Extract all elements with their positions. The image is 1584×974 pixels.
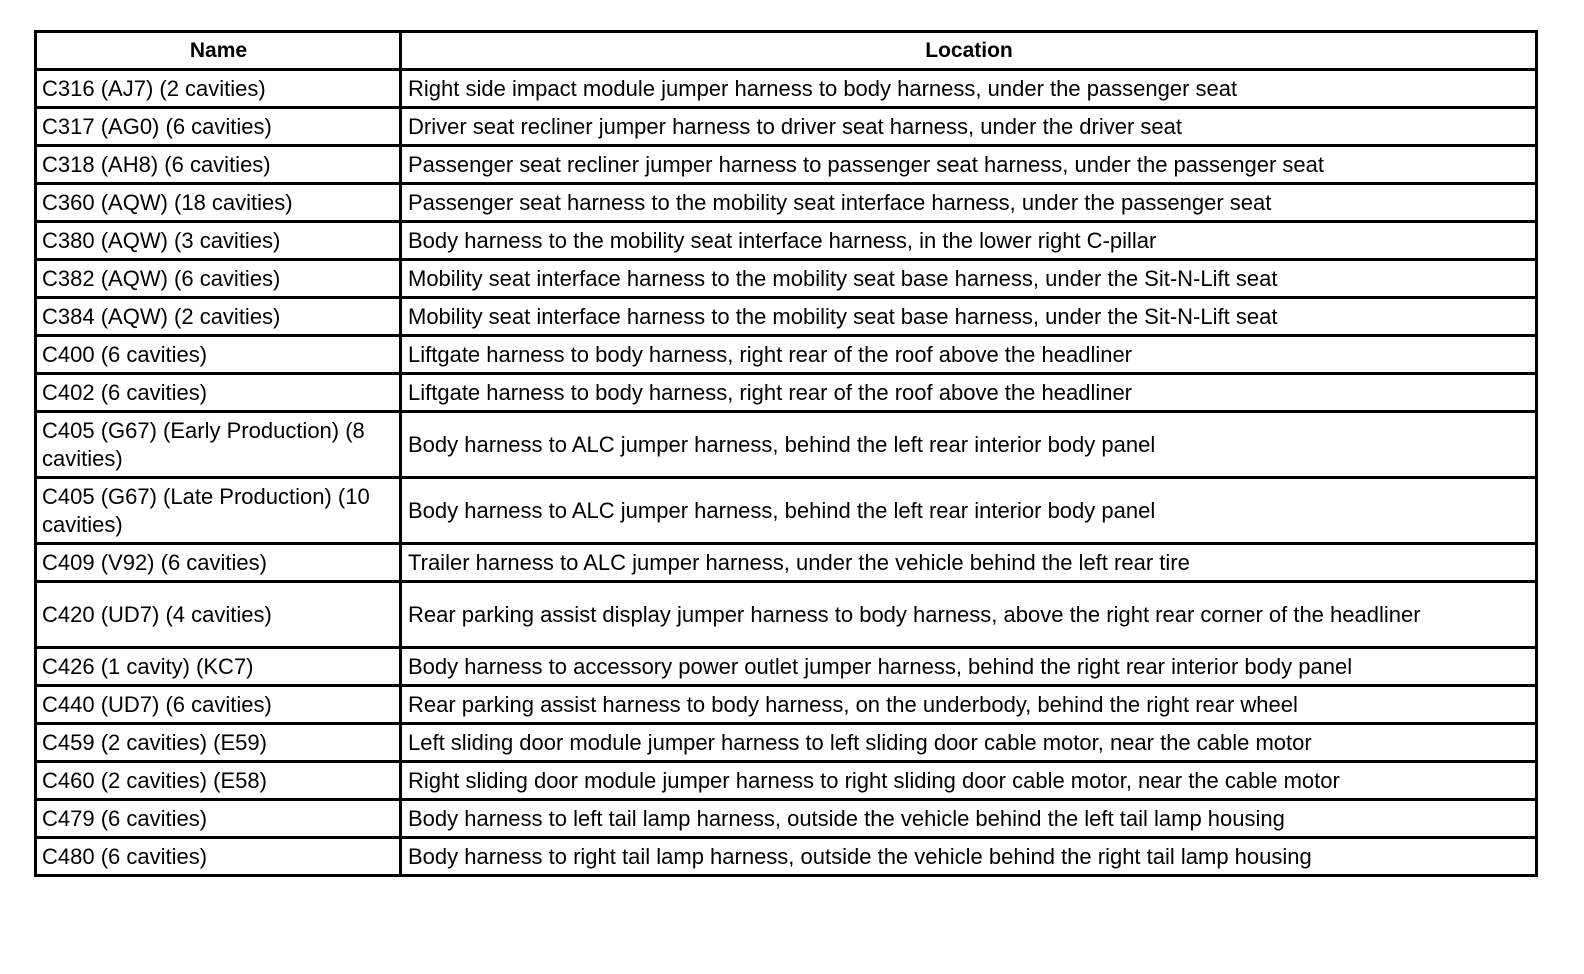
- connector-location-cell: Body harness to the mobility seat interface harness, in the lower right C-pillar: [401, 222, 1537, 260]
- table-row: [36, 544, 1537, 582]
- connector-location-cell: Mobility seat interface harness to the mobility seat base harness, under the Sit-N-Lift seat: [401, 260, 1537, 298]
- table-row: [36, 222, 1537, 260]
- connector-name-cell: C426 (1 cavity) (KC7): [36, 648, 401, 686]
- table-row: [36, 146, 1537, 184]
- connector-location-cell: Body harness to accessory power outlet jumper harness, behind the right rear interior body panel: [401, 648, 1537, 686]
- connector-name-cell: C479 (6 cavities): [36, 800, 401, 838]
- connector-location-cell: Body harness to ALC jumper harness, behind the left rear interior body panel: [401, 478, 1537, 544]
- connector-name-cell: C318 (AH8) (6 cavities): [36, 146, 401, 184]
- table-row: [36, 838, 1537, 876]
- connector-name-cell: C409 (V92) (6 cavities): [36, 544, 401, 582]
- connector-name-cell: C402 (6 cavities): [36, 374, 401, 412]
- column-header-location: Location: [401, 32, 1537, 70]
- table-row: [36, 648, 1537, 686]
- table-row: [36, 70, 1537, 108]
- connector-name-cell: C317 (AG0) (6 cavities): [36, 108, 401, 146]
- connector-location-cell: Right side impact module jumper harness to body harness, under the passenger seat: [401, 70, 1537, 108]
- connector-name-cell: C440 (UD7) (6 cavities): [36, 686, 401, 724]
- connector-location-cell: Rear parking assist display jumper harness to body harness, above the right rear corner of the headliner: [401, 582, 1537, 648]
- connector-location-cell: Body harness to ALC jumper harness, behind the left rear interior body panel: [401, 412, 1537, 478]
- connector-name-cell: C384 (AQW) (2 cavities): [36, 298, 401, 336]
- connector-location-cell: Body harness to left tail lamp harness, outside the vehicle behind the left tail lamp housing: [401, 800, 1537, 838]
- connector-name-cell: C380 (AQW) (3 cavities): [36, 222, 401, 260]
- connector-location-cell: Rear parking assist harness to body harness, on the underbody, behind the right rear wheel: [401, 686, 1537, 724]
- connector-name-cell: C459 (2 cavities) (E59): [36, 724, 401, 762]
- connector-name-cell: C316 (AJ7) (2 cavities): [36, 70, 401, 108]
- table-header-row: [36, 32, 1537, 70]
- table-row: [36, 686, 1537, 724]
- connector-table-container: [34, 30, 1535, 877]
- connector-location-cell: Liftgate harness to body harness, right rear of the roof above the headliner: [401, 336, 1537, 374]
- connector-name-cell: C400 (6 cavities): [36, 336, 401, 374]
- table-row: [36, 478, 1537, 544]
- connector-location-cell: Left sliding door module jumper harness to left sliding door cable motor, near the cable motor: [401, 724, 1537, 762]
- connector-name-cell: C360 (AQW) (18 cavities): [36, 184, 401, 222]
- table-row: [36, 724, 1537, 762]
- connector-name-cell: C420 (UD7) (4 cavities): [36, 582, 401, 648]
- table-row: [36, 184, 1537, 222]
- table-row: [36, 762, 1537, 800]
- connector-name-cell: C460 (2 cavities) (E58): [36, 762, 401, 800]
- table-row: [36, 108, 1537, 146]
- connector-location-cell: Passenger seat recliner jumper harness to passenger seat harness, under the passenger seat: [401, 146, 1537, 184]
- connector-location-cell: Driver seat recliner jumper harness to driver seat harness, under the driver seat: [401, 108, 1537, 146]
- table-row: [36, 412, 1537, 478]
- connector-location-cell: Body harness to right tail lamp harness, outside the vehicle behind the right tail lamp housing: [401, 838, 1537, 876]
- connector-location-cell: Liftgate harness to body harness, right rear of the roof above the headliner: [401, 374, 1537, 412]
- connector-name-cell: C480 (6 cavities): [36, 838, 401, 876]
- connector-location-cell: Passenger seat harness to the mobility seat interface harness, under the passenger seat: [401, 184, 1537, 222]
- table-row: [36, 800, 1537, 838]
- connector-location-cell: Trailer harness to ALC jumper harness, under the vehicle behind the left rear tire: [401, 544, 1537, 582]
- connector-name-cell: C405 (G67) (Early Production) (8 cavities): [36, 412, 401, 478]
- table-row: [36, 582, 1537, 648]
- table-row: [36, 336, 1537, 374]
- table-row: [36, 260, 1537, 298]
- connector-location-cell: Right sliding door module jumper harness to right sliding door cable motor, near the cable motor: [401, 762, 1537, 800]
- connector-location-cell: Mobility seat interface harness to the mobility seat base harness, under the Sit-N-Lift seat: [401, 298, 1537, 336]
- connector-location-table: [34, 30, 1538, 877]
- column-header-name: Name: [36, 32, 401, 70]
- connector-name-cell: C382 (AQW) (6 cavities): [36, 260, 401, 298]
- table-row: [36, 374, 1537, 412]
- table-row: [36, 298, 1537, 336]
- connector-name-cell: C405 (G67) (Late Production) (10 cavities): [36, 478, 401, 544]
